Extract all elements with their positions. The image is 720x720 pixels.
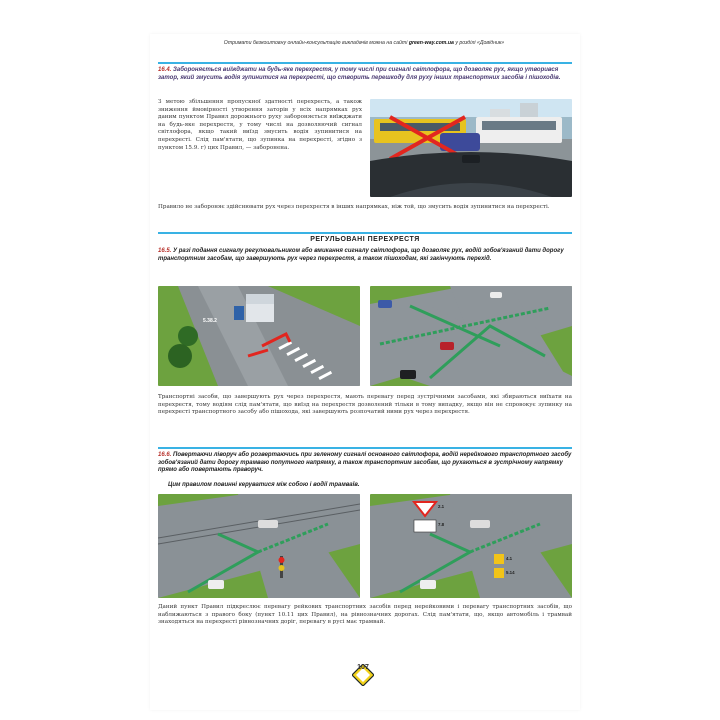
- section-divider: [158, 447, 572, 449]
- rule-16-6: 16.6. Повертаючи ліворуч або розвертаючись при зеленому сигналі основного світлофора, водій нерейкового транспортного засобу зобов'язаний дати дорогу трамваю попутного напрямку, а також транспортним засобам, що рухаються в зустрічному напрямку прямо або повертають праворуч.: [158, 452, 572, 474]
- sign-label: 5.14: [506, 570, 515, 575]
- sign-label: 4.1: [506, 556, 513, 561]
- site-link[interactable]: green-way.com.ua: [408, 40, 454, 46]
- photo-bus-jam: [370, 99, 572, 197]
- explanation-16-4: З метою збільшення пропускної здатності перехресть, а також зниження ймовірності утворення заторів у всіх напрямках рух даним пунктом Правил дорожнього руху забороняється виїжджати на будь-яке перехрестя, у тому числі на дозволяючий сигнал світлофора, якщо такий виїзд змусить водія зупинитися на перехресті. Слід пам'ятати, що зупинка на перехресті, згідно з пунктом 15.9. г) цих Правил, — заборонена.: [158, 99, 362, 151]
- page-number-badge: [352, 664, 374, 686]
- sign-label: 7.8: [438, 522, 445, 527]
- photo-signs-left-turn: [370, 494, 572, 598]
- photo-intersection-arrows: [370, 286, 572, 386]
- sign-label: 2.1: [438, 504, 445, 509]
- photo-tram-left-turn: [158, 494, 360, 598]
- photo-crosswalk-truck: [158, 286, 360, 386]
- rule-16-4: 16.4. Забороняється виїжджати на будь-яке перехрестя, у тому числі при сигналі світлофора, що дозволяє рух, якщо утворився затор, який змусить водія зупинитися на перехресті, що створить перешкоду для руху інших транспортних засобів і пішоходів.: [158, 67, 561, 81]
- explanation-16-6: Даний пункт Правил підкреслює перевагу рейкових транспортних засобів перед нерейковими і перевагу транспортних засобів, що наближаються з правого боку (пункт 10.11 цих Правил), на рівнозначних дорогах. Слід пам'ятати, що, якщо автомобіль і трамвай знаходяться на перехресті рівнозначних доріг, перевагу в русі має трамвай.: [158, 604, 572, 626]
- sign-label: 5.38.2: [203, 318, 217, 324]
- note-16-4: Правило не забороняє здійснювати рух через перехрестя в інших напрямках, ніж той, що змусить водія зупинитися на перехресті.: [158, 204, 550, 210]
- header-note: Отримати безкоштовну онлайн-консультацію викладачів можна на сайті green-way.com.ua у розділі «Довідник»: [223, 40, 505, 46]
- section-divider: [158, 62, 572, 64]
- page-number: 107: [357, 664, 369, 671]
- explanation-16-5: Транспортні засоби, що завершують рух через перехрестя, мають перевагу перед зустрічними засобами, які збираються виїхати на перехрестя, тому водіям слід пам'ятати, що виїзд на перехрестя дозволений тільки в тому випадку, якщо він не спровокує зупинку на перехресті транспортного засобу або пішохода, які завершують розпочатий ними рух через перехрестя.: [158, 394, 572, 416]
- section-divider: [158, 232, 572, 234]
- rule-16-5: 16.5. У разі подання сигналу регулювальником або вмикання сигналу світлофора, що дозволяє рух, водій зобов'язаний дати дорогу транспортним засобам, що завершують рух через перехрестя, а також пішоходам, які закінчують перехід.: [158, 248, 564, 262]
- heading-regulated: РЕГУЛЬОВАНІ ПЕРЕХРЕСТЯ: [310, 236, 420, 243]
- rule-16-6-extra: Цим правилом повинні керуватися між собою і водії трамваїв.: [168, 482, 360, 488]
